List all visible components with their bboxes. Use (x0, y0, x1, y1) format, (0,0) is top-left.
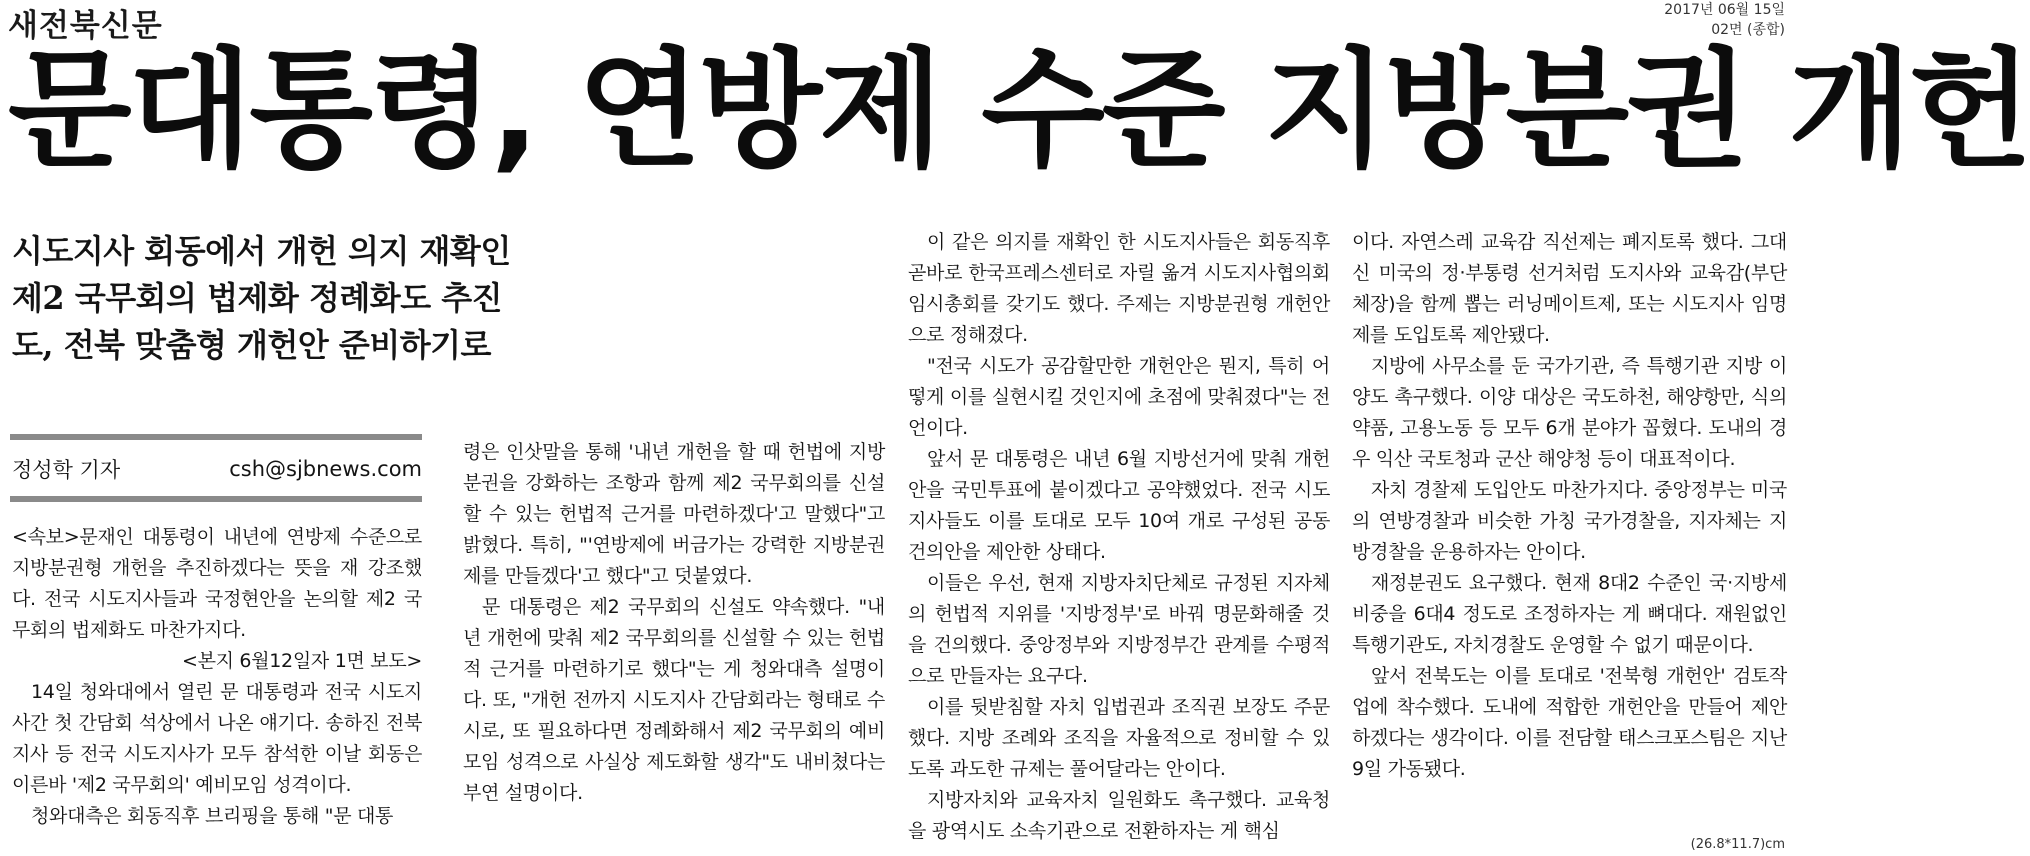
body-paragraph: "전국 시도가 공감할만한 개헌안은 뭔지, 특히 어떻게 이를 실현시킬 것인지에 초점에 맞춰졌다"는 전언이다. (908, 355, 1331, 439)
body-paragraph: 문 대통령은 제2 국무회의 신설도 약속했다. "내년 개헌에 맞춰 제2 국무회의를 신설할 수 있는 헌법적 근거를 마련하기로 했다"는 게 청와대측 설명이다. 또, "개헌 전까지 시도지사 간담회라는 형태로 수시로, 또 필요하다면 정례화해서 제2 국무회의 예비모임 성격으로 사실상 제도화할 생각"도 내비쳤다는 부연 설명이다. (463, 596, 885, 804)
body-paragraph: 14일 청와대에서 열린 문 대통령과 전국 시도지사간 첫 간담회 석상에서 나온 얘기다. 송하진 전북지사 등 전국 시도지사가 모두 참석한 이날 회동은 이른바 '제2 국무회의' 예비모임 성격이다. (12, 681, 422, 796)
reporter-email-link[interactable]: csh@sjbnews.com (229, 457, 422, 481)
article-headline: 문대통령, 연방제 수준 지방분권 개헌 (8, 36, 2030, 185)
subheadline-block (12, 228, 511, 369)
body-paragraph: 지방에 사무소를 둔 국가기관, 즉 특행기관 지방 이양도 촉구했다. 이양 대상은 국도하천, 해양항만, 식의약품, 고용노동 등 모두 6개 분야가 꼽혔다. 도내의 경우 익산 국토청과 군산 해양청 등이 대표적이다. (1352, 355, 1787, 470)
dateline (1664, 0, 1785, 40)
subheadline: 시도지사 회동에서 개헌 의지 재확인 (12, 232, 511, 270)
byline (12, 452, 422, 486)
article-column-4 (1352, 227, 1787, 785)
body-paragraph: 이다. 자연스레 교육감 직선제는 폐지토록 했다. 그대신 미국의 정·부통령 선거처럼 도지사와 교육감(부단체장)을 함께 뽑는 러닝메이트제, 또는 시도지사 임명제를 도입토록 제안됐다. (1352, 231, 1787, 346)
subheadline: 도, 전북 맞춤형 개헌안 준비하기로 (12, 326, 491, 364)
publication-date: 2017년 06월 15일 (1664, 2, 1785, 18)
article-column-3 (908, 227, 1330, 847)
body-paragraph: 앞서 전북도는 이를 토대로 '전북형 개헌안' 검토작업에 착수했다. 도내에 적합한 개헌안을 만들어 제안하겠다는 생각이다. 이를 전담할 태스크포스팀은 지난 9일 가동됐다. (1352, 665, 1787, 780)
reporter-name: 정성학 기자 (12, 458, 121, 482)
body-paragraph: 이들은 우선, 현재 지방자치단체로 규정된 지자체의 헌법적 지위를 '지방정부'로 바꿔 명문화해줄 것을 건의했다. 중앙정부와 지방정부간 관계를 수평적으로 만들자는 요구다. (908, 572, 1330, 687)
clipping-size-note: (26.8*11.7)cm (1690, 837, 1785, 852)
article-column-1 (12, 522, 422, 832)
body-paragraph: 재정분권도 요구했다. 현재 8대2 수준인 국·지방세 비중을 6대4 정도로 조정하자는 게 뼈대다. 재원없인 특행기관도, 자치경찰도 운영할 수 없기 때문이다. (1352, 572, 1787, 656)
body-paragraph: 자치 경찰제 도입안도 마찬가지다. 중앙정부는 미국의 연방경찰과 비슷한 가칭 국가경찰을, 지자체는 지방경찰을 운용하자는 안이다. (1352, 479, 1787, 563)
newspaper-masthead: 새전북신문 (8, 8, 163, 44)
reference-note: <본지 6월12일자 1면 보도> (181, 650, 422, 672)
subheadline: 제2 국무회의 법제화 정례화도 추진 (12, 279, 503, 317)
page-section: 02면 (종합) (1711, 22, 1785, 38)
body-paragraph: <속보>문재인 대통령이 내년에 연방제 수준으로 지방분권형 개헌을 추진하겠다는 뜻을 재 강조했다. 전국 시도지사들과 국정현안을 논의할 제2 국무회의 법제화도 마찬가지다. (12, 526, 422, 641)
body-paragraph: 이 같은 의지를 재확인 한 시도지사들은 회동직후 곧바로 한국프레스센터로 자릴 옮겨 시도지사협의회 임시총회를 갖기도 했다. 주제는 지방분권형 개헌안으로 정해졌다. (908, 231, 1330, 346)
body-paragraph: 이를 뒷받침할 자치 입법권과 조직권 보장도 주문했다. 지방 조례와 조직을 자율적으로 정비할 수 있도록 과도한 규제는 풀어달라는 안이다. (908, 696, 1330, 780)
body-paragraph: 지방자치와 교육자치 일원화도 촉구했다. 교육청을 광역시도 소속기관으로 전환하자는 게 핵심 (908, 789, 1330, 842)
byline-divider-bottom (10, 496, 422, 502)
body-paragraph: 청와대측은 회동직후 브리핑을 통해 "문 대통 (31, 805, 394, 827)
body-paragraph: 령은 인삿말을 통해 '내년 개헌을 할 때 헌법에 지방분권을 강화하는 조항과 함께 제2 국무회의를 신설할 수 있는 헌법적 근거를 마련하겠다'고 말했다"고 밝혔다. 특히, "'연방제에 버금가는 강력한 지방분권제를 만들겠다'고 했다"고 덧붙였다. (463, 441, 885, 587)
byline-divider-top (10, 434, 422, 440)
body-paragraph: 앞서 문 대통령은 내년 6월 지방선거에 맞춰 개헌안을 국민투표에 붙이겠다고 공약했었다. 전국 시도지사들도 이를 토대로 모두 10여 개로 구성된 공동 건의안을 제안한 상태다. (908, 448, 1330, 563)
article-column-2 (463, 437, 885, 809)
